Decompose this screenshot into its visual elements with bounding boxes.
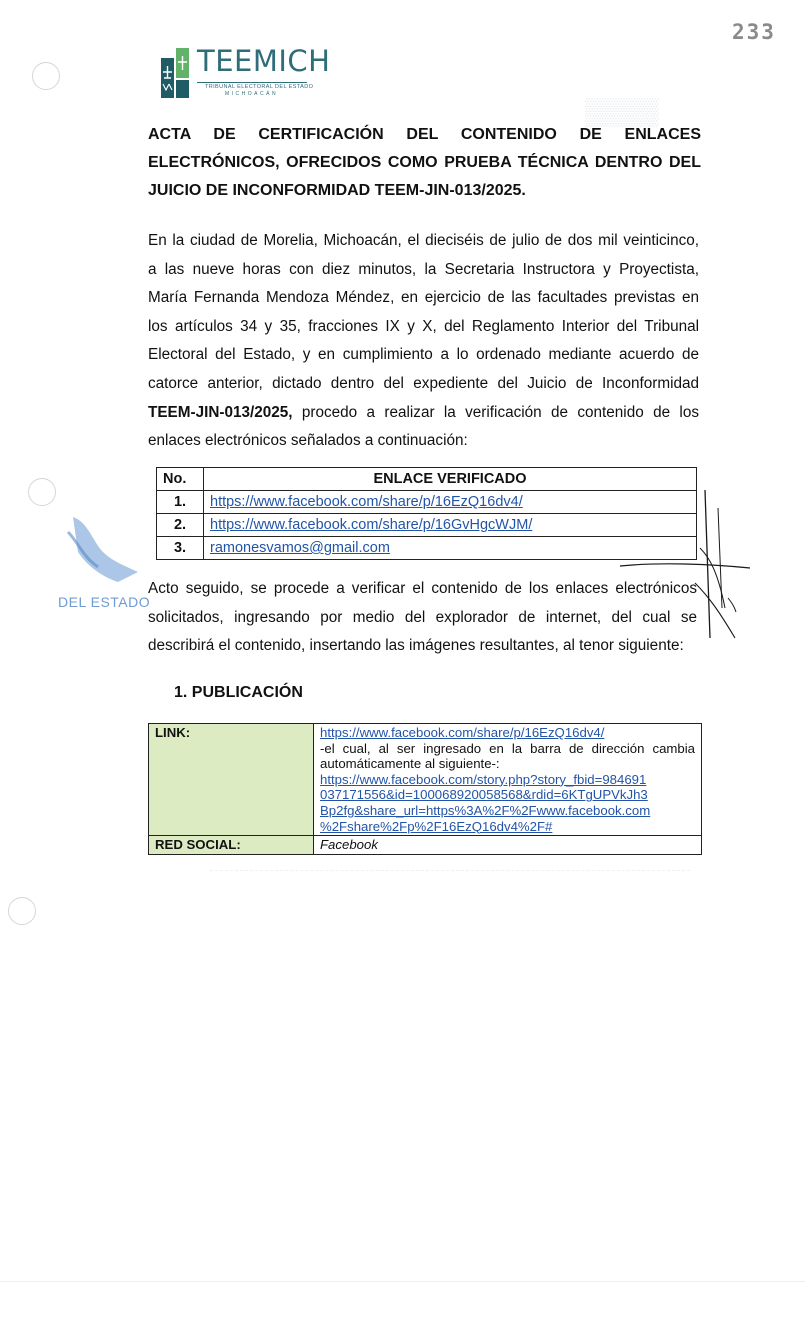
header-number: No. — [157, 468, 204, 491]
stamp-seal-icon — [58, 512, 158, 592]
title-line: JUICIO DE INCONFORMIDAD TEEM-JIN-013/2025. — [148, 182, 526, 199]
social-network-name: Facebook — [320, 837, 378, 853]
social-value — [314, 836, 702, 855]
email-link[interactable]: ramonesvamos@gmail.com — [210, 540, 390, 556]
official-stamp — [58, 512, 158, 642]
case-number: TEEM-JIN-013/2025, — [148, 403, 293, 421]
paragraph-line: Acto seguido, se procede a verificar el contenido de los enlaces electrónicos — [148, 580, 697, 597]
paragraph-line: describirá el contenido, insertando las imágenes resultantes, al tenor siguiente: — [148, 637, 684, 655]
paragraph-line: a las nueve horas con diez minutos, la Secretaria Instructora y Proyectista, — [148, 260, 699, 278]
paragraph-text: procedo a realizar la verificación de contenido de los — [292, 403, 699, 421]
section-heading: 1. PUBLICACIÓN — [174, 684, 303, 701]
bleed-through: ▒▒▒▒ — [585, 96, 659, 126]
redirect-link[interactable]: Bp2fg&share_url=https%3A%2F%2Fwww.facebook.com — [320, 802, 651, 818]
scales-logo-icon — [161, 48, 189, 98]
link-description: automáticamente al siguiente-: — [320, 756, 500, 772]
logo-state: MICHOACÁN — [225, 91, 279, 97]
punch-hole — [28, 478, 56, 506]
table-row — [149, 836, 702, 855]
paragraph-line: catorce anterior, dictado dentro del expediente del Juicio de Inconformidad — [148, 374, 699, 392]
logo-divider — [197, 82, 307, 83]
paragraph-line: los artículos 34 y 35, fracciones IX y X, del Reglamento Interior del Tribunal — [148, 317, 699, 335]
link-cell — [314, 724, 702, 836]
document-title — [148, 121, 701, 205]
redirect-link[interactable]: %2Fshare%2Fp%2F16EzQ16dv4%2F# — [320, 818, 553, 834]
paragraph-line: María Fernanda Mendoza Méndez, en ejercicio de las facultades previstas en — [148, 289, 699, 307]
logo-name: TEEMICH — [197, 44, 331, 78]
row-number: 1. — [157, 491, 204, 514]
link-label: LINK: — [149, 724, 314, 836]
punch-hole — [32, 62, 60, 90]
social-label: RED SOCIAL: — [149, 836, 314, 855]
paragraph-line: solicitados, ingresando por medio del explorador de internet, del cual se — [148, 608, 697, 626]
header-link: ENLACE VERIFICADO — [204, 468, 697, 491]
punch-hole — [8, 897, 36, 925]
intro-paragraph — [148, 227, 699, 456]
publication-info-table — [148, 723, 702, 855]
redirect-link[interactable]: https://www.facebook.com/story.php?story_fbid=984691 — [320, 771, 647, 787]
link-description: -el cual, al ser ingresado en la barra de dirección cambia — [320, 740, 695, 756]
row-number: 3. — [157, 537, 204, 560]
handwritten-signature — [600, 488, 770, 648]
paragraph-line: enlaces electrónicos señalados a continuación: — [148, 432, 468, 450]
row-number: 2. — [157, 514, 204, 537]
title-line: ACTA DE CERTIFICACIÓN DEL CONTENIDO DE ENLACES — [148, 126, 701, 143]
logo-subtitle: TRIBUNAL ELECTORAL DEL ESTADO — [205, 84, 314, 90]
bleed-through — [210, 870, 690, 991]
paragraph-line: Electoral del Estado, y en cumplimiento a lo ordenado mediante acuerdo de — [148, 346, 699, 364]
facebook-link[interactable]: https://www.facebook.com/share/p/16GvHgcWJM/ — [210, 517, 533, 533]
teemich-logo — [161, 44, 331, 100]
stamp-text: DEL ESTADO — [58, 594, 151, 610]
title-line: ELECTRÓNICOS, OFRECIDOS COMO PRUEBA TÉCNICA DENTRO DEL — [148, 154, 701, 171]
facebook-link[interactable]: https://www.facebook.com/share/p/16EzQ16dv4/ — [320, 725, 605, 740]
redirect-link[interactable]: 037171556&id=100068920058568&rdid=6KTgUPVkJh3 — [320, 787, 648, 803]
page-edge — [0, 1281, 805, 1282]
paragraph-line: En la ciudad de Morelia, Michoacán, el dieciséis de julio de dos mil veinticinco, — [148, 232, 699, 249]
table-row — [149, 724, 702, 836]
facebook-link[interactable]: https://www.facebook.com/share/p/16EzQ16dv4/ — [210, 494, 523, 510]
paragraph-line — [148, 399, 699, 428]
page-number: 233 — [732, 20, 776, 44]
